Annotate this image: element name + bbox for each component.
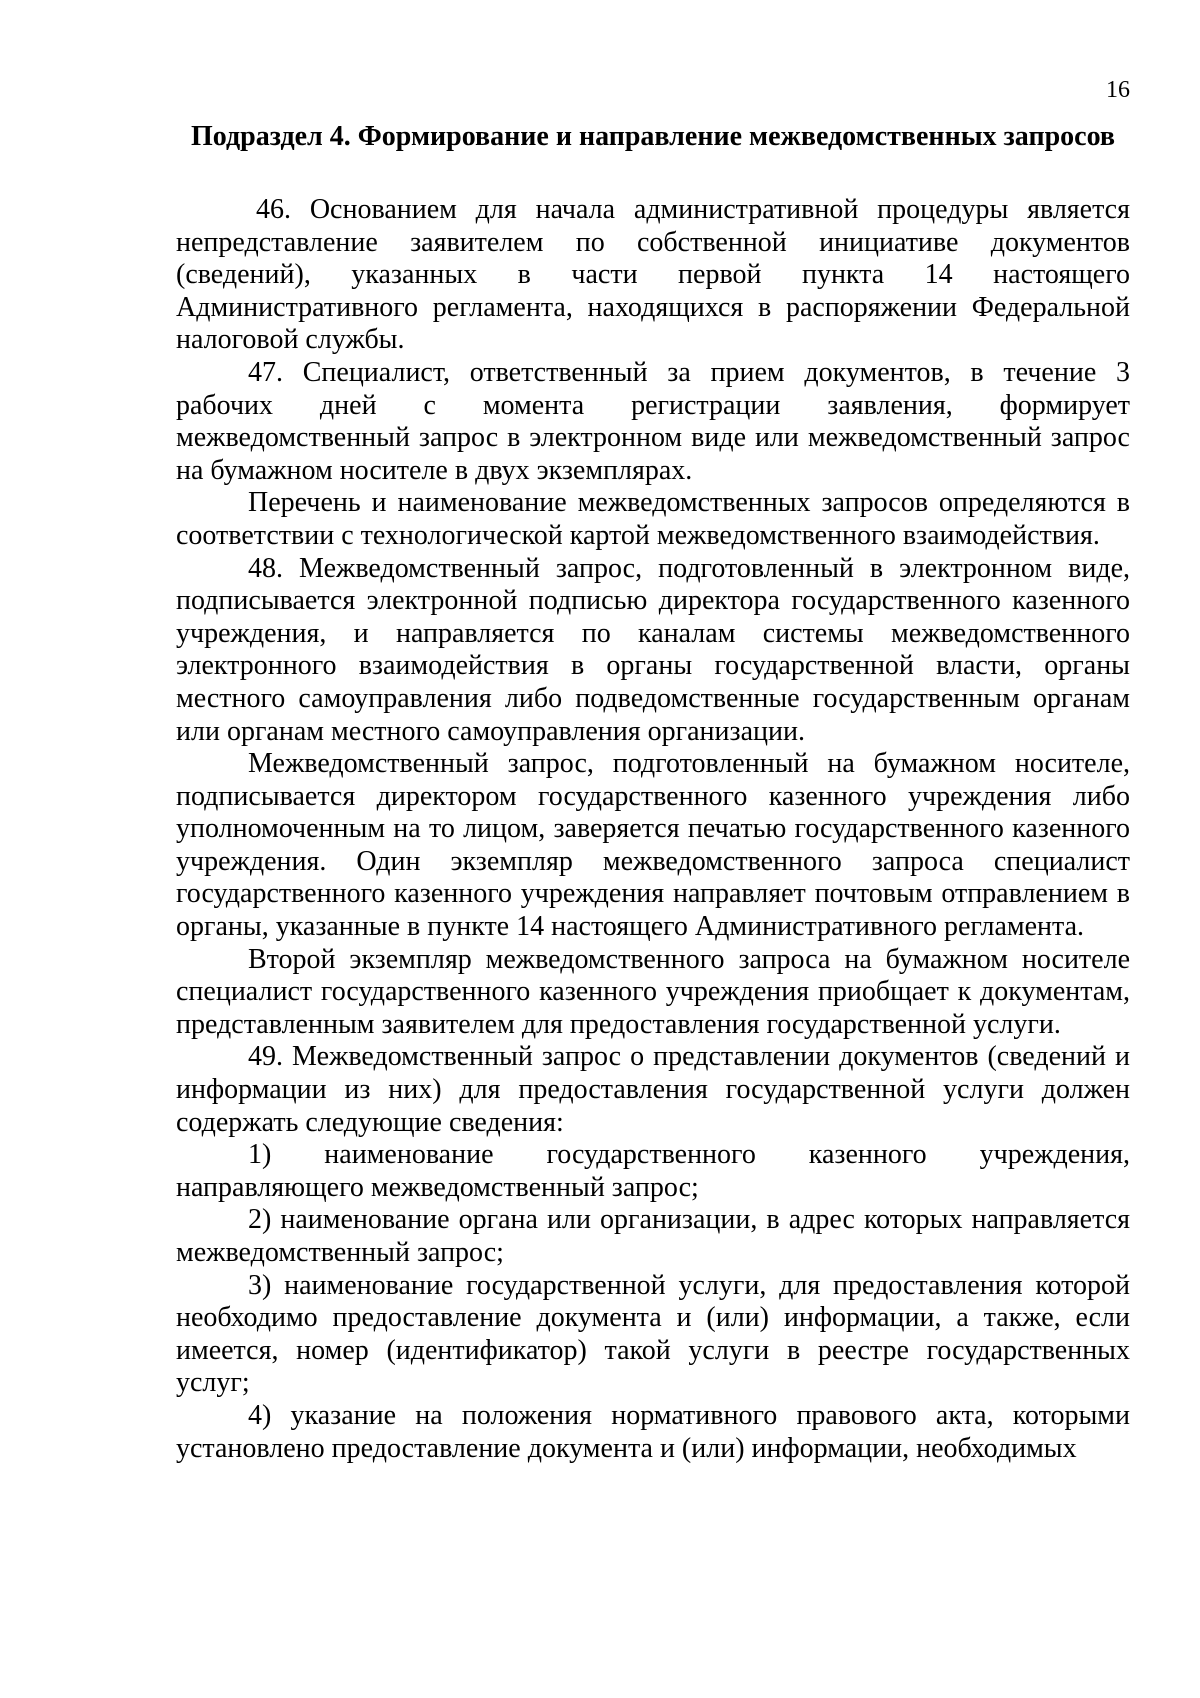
- paragraph-47: 47. Специалист, ответственный за прием документов, в течение 3 рабочих дней с момента регистрации заявления, формирует межведомственный запрос в электронном виде или межведомственный запрос на бумажном носителе в двух экземплярах.: [176, 356, 1130, 486]
- paragraph-47-list-of-requests: Перечень и наименование межведомственных запросов определяются в соответствии с технологической картой межведомственного взаимодействия.: [176, 487, 1130, 551]
- page-content: [176, 120, 1130, 1465]
- heading-gap: [176, 154, 1130, 194]
- list-item-4: 4) указание на положения нормативного правового акта, которыми установлено предоставление документа и (или) информации, необходимых: [176, 1399, 1130, 1464]
- paragraph-46: 46. Основанием для начала административной процедуры является непредставление заявителем по собственной инициативе документов (сведений), указанных в части первой пункта 14 настоящего Административного регламента, находящихся в распоряжении Федеральной налоговой службы.: [176, 194, 1130, 356]
- paragraph-48-second-copy: Второй экземпляр межведомственного запроса на бумажном носителе специалист государственного казенного учреждения приобщает к документам, представленным заявителем для предоставления государственной услуги.: [176, 943, 1130, 1040]
- list-item-3: 3) наименование государственной услуги, для предоставления которой необходимо предоставление документа и (или) информации, а также, если имеется, номер (идентификатор) такой услуги в реестре государственных услуг;: [176, 1269, 1130, 1399]
- page-number: 16: [1106, 77, 1130, 103]
- list-item-1: 1) наименование государственного казенного учреждения, направляющего межведомственный запрос;: [176, 1139, 1130, 1203]
- paragraph-49: 49. Межведомственный запрос о представлении документов (сведений и информации из них) для предоставления государственной услуги должен содержать следующие сведения:: [176, 1041, 1130, 1138]
- list-item-2: 2) наименование органа или организации, в адрес которых направляется межведомственный запрос;: [176, 1204, 1130, 1268]
- paragraph-48: 48. Межведомственный запрос, подготовленный в электронном виде, подписывается электронной подписью директора государственного казенного учреждения, и направляется по каналам системы межведомственного электронного взаимодействия в органы государственной власти, органы местного самоуправления либо подведомственные государственным органам или органам местного самоуправления организации.: [176, 552, 1130, 747]
- paragraph-48-paper-request: Межведомственный запрос, подготовленный на бумажном носителе, подписывается директором государственного казенного учреждения либо уполномоченным на то лицом, заверяется печатью государственного казенного учреждения. Один экземпляр межведомственного запроса специалист государственного казенного учреждения направляет почтовым отправлением в органы, указанные в пункте 14 настоящего Административного регламента.: [176, 748, 1130, 943]
- section-heading: Подраздел 4. Формирование и направление межведомственных запросов: [190, 121, 1115, 152]
